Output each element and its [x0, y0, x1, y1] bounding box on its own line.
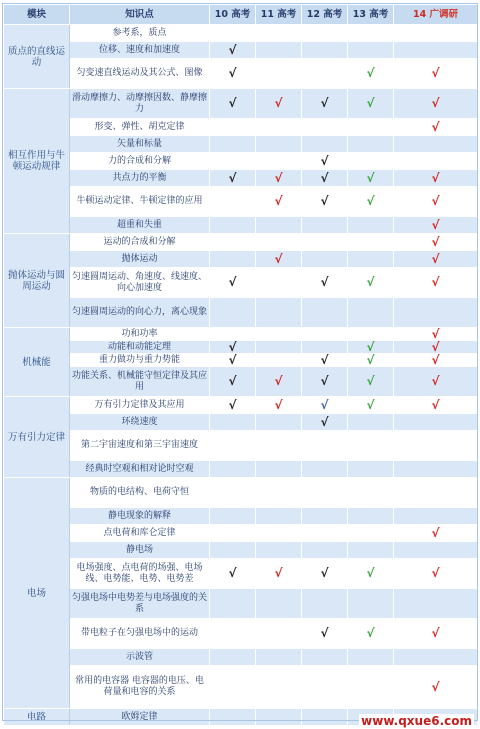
- empty-cell: [302, 328, 348, 341]
- knowledge-point-cell: 匀强电场中电势差与电场强度的关系: [70, 589, 210, 619]
- empty-cell: [348, 478, 394, 508]
- empty-cell: [256, 25, 302, 42]
- checkmark-cell: √: [256, 89, 302, 119]
- empty-cell: [210, 649, 256, 666]
- empty-cell: [394, 461, 478, 478]
- checkmark-cell: √: [210, 397, 256, 414]
- header-2010-exam: 10 高考: [210, 5, 256, 25]
- checkmark-cell: √: [302, 559, 348, 589]
- checkmark-cell: √: [302, 414, 348, 431]
- checkmark-cell: √: [210, 170, 256, 187]
- knowledge-point-cell: 欧姆定律: [70, 709, 210, 726]
- knowledge-point-cell: 示波管: [70, 649, 210, 666]
- table-row: [4, 153, 478, 170]
- header-2011-exam: 11 高考: [256, 5, 302, 25]
- table-row: [4, 119, 478, 136]
- knowledge-point-cell: 匀变速直线运动及其公式、图像: [70, 59, 210, 89]
- knowledge-point-cell: 抛体运动: [70, 251, 210, 268]
- empty-cell: [302, 431, 348, 461]
- empty-cell: [210, 298, 256, 328]
- empty-cell: [302, 666, 348, 709]
- empty-cell: [302, 59, 348, 89]
- empty-cell: [256, 542, 302, 559]
- empty-cell: [302, 649, 348, 666]
- empty-cell: [302, 341, 348, 354]
- knowledge-point-cell: 牛顿运动定律、牛顿定律的应用: [70, 187, 210, 217]
- checkmark-cell: √: [210, 59, 256, 89]
- checkmark-cell: √: [348, 619, 394, 649]
- empty-cell: [394, 649, 478, 666]
- checkmark-cell: √: [394, 525, 478, 542]
- knowledge-point-cell: 重力做功与重力势能: [70, 354, 210, 367]
- empty-cell: [210, 542, 256, 559]
- checkmark-cell: √: [394, 367, 478, 397]
- checkmark-cell: √: [256, 397, 302, 414]
- empty-cell: [210, 666, 256, 709]
- empty-cell: [210, 234, 256, 251]
- checkmark-cell: √: [302, 153, 348, 170]
- empty-cell: [256, 298, 302, 328]
- module-cell: 质点的直线运动: [4, 25, 70, 89]
- empty-cell: [348, 525, 394, 542]
- empty-cell: [210, 589, 256, 619]
- empty-cell: [394, 42, 478, 59]
- checkmark-cell: √: [394, 119, 478, 136]
- checkmark-cell: √: [348, 170, 394, 187]
- empty-cell: [302, 42, 348, 59]
- knowledge-point-cell: 经典时空观和相对论时空观: [70, 461, 210, 478]
- empty-cell: [394, 298, 478, 328]
- table-row: [4, 649, 478, 666]
- empty-cell: [256, 59, 302, 89]
- empty-cell: [210, 709, 256, 726]
- table-row: [4, 341, 478, 354]
- checkmark-cell: √: [302, 187, 348, 217]
- knowledge-point-cell: 共点力的平衡: [70, 170, 210, 187]
- checkmark-cell: √: [302, 619, 348, 649]
- checkmark-cell: √: [394, 559, 478, 589]
- checkmark-cell: √: [256, 367, 302, 397]
- empty-cell: [210, 119, 256, 136]
- module-cell: 电场: [4, 478, 70, 709]
- empty-cell: [302, 478, 348, 508]
- knowledge-point-cell: 功和功率: [70, 328, 210, 341]
- empty-cell: [256, 119, 302, 136]
- empty-cell: [394, 508, 478, 525]
- empty-cell: [348, 119, 394, 136]
- empty-cell: [348, 217, 394, 234]
- checkmark-cell: √: [394, 217, 478, 234]
- empty-cell: [256, 268, 302, 298]
- empty-cell: [256, 414, 302, 431]
- header-module: 模块: [4, 5, 70, 25]
- knowledge-point-cell: 匀速圆周运动、角速度、线速度、向心加速度: [70, 268, 210, 298]
- empty-cell: [256, 136, 302, 153]
- table-row: [4, 268, 478, 298]
- checkmark-cell: √: [394, 268, 478, 298]
- empty-cell: [256, 619, 302, 649]
- header-2014-survey: 14 广调研: [394, 5, 478, 25]
- checkmark-cell: √: [302, 354, 348, 367]
- empty-cell: [256, 42, 302, 59]
- empty-cell: [256, 234, 302, 251]
- knowledge-point-cell: 匀速圆周运动的向心力，离心现象: [70, 298, 210, 328]
- empty-cell: [210, 187, 256, 217]
- checkmark-cell: √: [302, 170, 348, 187]
- empty-cell: [256, 354, 302, 367]
- empty-cell: [210, 508, 256, 525]
- checkmark-cell: √: [302, 268, 348, 298]
- empty-cell: [348, 589, 394, 619]
- empty-cell: [256, 525, 302, 542]
- header-knowledge-point: 知识点: [70, 5, 210, 25]
- empty-cell: [348, 649, 394, 666]
- module-cell: 电路: [4, 709, 70, 726]
- header-2012-exam: 12 高考: [302, 5, 348, 25]
- empty-cell: [256, 478, 302, 508]
- knowledge-point-cell: 矢量和标量: [70, 136, 210, 153]
- checkmark-cell: √: [302, 367, 348, 397]
- table-row: [4, 170, 478, 187]
- module-cell: 相互作用与牛顿运动规律: [4, 89, 70, 234]
- checkmark-cell: √: [210, 42, 256, 59]
- table-row: [4, 542, 478, 559]
- empty-cell: [348, 251, 394, 268]
- empty-cell: [348, 328, 394, 341]
- knowledge-point-cell: 静电现象的解释: [70, 508, 210, 525]
- checkmark-cell: √: [348, 397, 394, 414]
- empty-cell: [302, 589, 348, 619]
- table-row: [4, 25, 478, 42]
- knowledge-point-cell: 点电荷和库仑定律: [70, 525, 210, 542]
- checkmark-cell: √: [256, 251, 302, 268]
- checkmark-cell: √: [394, 89, 478, 119]
- checkmark-cell: √: [394, 187, 478, 217]
- empty-cell: [348, 508, 394, 525]
- empty-cell: [210, 619, 256, 649]
- empty-cell: [348, 461, 394, 478]
- table-row: [4, 559, 478, 589]
- empty-cell: [302, 136, 348, 153]
- empty-cell: [210, 136, 256, 153]
- checkmark-cell: √: [210, 354, 256, 367]
- table-row: [4, 397, 478, 414]
- table-row: [4, 589, 478, 619]
- empty-cell: [256, 431, 302, 461]
- empty-cell: [256, 666, 302, 709]
- empty-cell: [256, 153, 302, 170]
- module-cell: 抛体运动与圆周运动: [4, 234, 70, 328]
- checkmark-cell: √: [210, 559, 256, 589]
- table-row: [4, 59, 478, 89]
- empty-cell: [394, 478, 478, 508]
- table-row: [4, 525, 478, 542]
- knowledge-point-cell: 运动的合成和分解: [70, 234, 210, 251]
- checkmark-cell: √: [348, 341, 394, 354]
- site-watermark: www.qxue6.com: [361, 714, 472, 728]
- knowledge-point-cell: 动能和动能定理: [70, 341, 210, 354]
- checkmark-cell: √: [348, 187, 394, 217]
- knowledge-point-cell: 功能关系、机械能守恒定律及其应用: [70, 367, 210, 397]
- module-cell: 机械能: [4, 328, 70, 397]
- empty-cell: [210, 251, 256, 268]
- knowledge-point-cell: 滑动摩擦力、动摩擦因数、静摩擦力: [70, 89, 210, 119]
- empty-cell: [348, 153, 394, 170]
- checkmark-cell: √: [210, 89, 256, 119]
- empty-cell: [348, 234, 394, 251]
- empty-cell: [210, 461, 256, 478]
- empty-cell: [348, 542, 394, 559]
- empty-cell: [348, 298, 394, 328]
- empty-cell: [302, 508, 348, 525]
- table-row: [4, 666, 478, 709]
- empty-cell: [394, 414, 478, 431]
- empty-cell: [394, 431, 478, 461]
- table-row: [4, 461, 478, 478]
- table-row: [4, 42, 478, 59]
- table-row: [4, 234, 478, 251]
- header-2013-exam: 13 高考: [348, 5, 394, 25]
- knowledge-point-cell: 第二宇宙速度和第三宇宙速度: [70, 431, 210, 461]
- empty-cell: [302, 461, 348, 478]
- empty-cell: [210, 217, 256, 234]
- empty-cell: [348, 666, 394, 709]
- knowledge-point-cell: 超重和失重: [70, 217, 210, 234]
- knowledge-point-table: [3, 4, 478, 726]
- empty-cell: [256, 217, 302, 234]
- knowledge-point-cell: 静电场: [70, 542, 210, 559]
- empty-cell: [302, 251, 348, 268]
- empty-cell: [348, 25, 394, 42]
- checkmark-cell: √: [210, 341, 256, 354]
- empty-cell: [256, 328, 302, 341]
- checkmark-cell: √: [394, 251, 478, 268]
- empty-cell: [210, 414, 256, 431]
- empty-cell: [256, 709, 302, 726]
- table-row: [4, 478, 478, 508]
- table-row: [4, 187, 478, 217]
- empty-cell: [302, 525, 348, 542]
- table-row: [4, 136, 478, 153]
- checkmark-cell: √: [348, 354, 394, 367]
- table-row: [4, 508, 478, 525]
- knowledge-point-cell: 形变、弹性、胡克定律: [70, 119, 210, 136]
- knowledge-point-cell: 环绕速度: [70, 414, 210, 431]
- empty-cell: [348, 431, 394, 461]
- checkmark-cell: √: [394, 59, 478, 89]
- empty-cell: [210, 153, 256, 170]
- empty-cell: [394, 589, 478, 619]
- empty-cell: [302, 709, 348, 726]
- knowledge-point-cell: 常用的电容器 电容器的电压、电荷量和电容的关系: [70, 666, 210, 709]
- empty-cell: [210, 328, 256, 341]
- checkmark-cell: √: [256, 559, 302, 589]
- checkmark-cell: √: [302, 397, 348, 414]
- header-row: [4, 5, 478, 25]
- knowledge-point-cell: 力的合成和分解: [70, 153, 210, 170]
- checkmark-cell: √: [210, 268, 256, 298]
- checkmark-cell: √: [394, 666, 478, 709]
- empty-cell: [394, 136, 478, 153]
- table-row: [4, 354, 478, 367]
- table-row: [4, 217, 478, 234]
- empty-cell: [302, 119, 348, 136]
- empty-cell: [210, 431, 256, 461]
- knowledge-point-cell: 物质的电结构、电荷守恒: [70, 478, 210, 508]
- checkmark-cell: √: [394, 234, 478, 251]
- empty-cell: [256, 649, 302, 666]
- checkmark-cell: √: [302, 89, 348, 119]
- checkmark-cell: √: [394, 328, 478, 341]
- table-row: [4, 251, 478, 268]
- table-row: [4, 367, 478, 397]
- knowledge-point-cell: 位移、速度和加速度: [70, 42, 210, 59]
- checkmark-cell: √: [394, 170, 478, 187]
- table-row: [4, 414, 478, 431]
- table-row: [4, 328, 478, 341]
- checkmark-cell: √: [210, 367, 256, 397]
- empty-cell: [302, 25, 348, 42]
- checkmark-cell: √: [394, 341, 478, 354]
- empty-cell: [394, 153, 478, 170]
- empty-cell: [256, 508, 302, 525]
- empty-cell: [210, 525, 256, 542]
- checkmark-cell: √: [348, 268, 394, 298]
- table-row: [4, 298, 478, 328]
- empty-cell: [302, 217, 348, 234]
- module-cell: 万有引力定律: [4, 397, 70, 478]
- empty-cell: [210, 25, 256, 42]
- empty-cell: [394, 542, 478, 559]
- knowledge-point-cell: 电场强度、点电荷的场强、电场线、电势能、电势、电势差: [70, 559, 210, 589]
- table-row: [4, 619, 478, 649]
- empty-cell: [348, 42, 394, 59]
- empty-cell: [256, 341, 302, 354]
- checkmark-cell: √: [256, 187, 302, 217]
- table-row: [4, 431, 478, 461]
- empty-cell: [256, 589, 302, 619]
- empty-cell: [256, 461, 302, 478]
- table-body: [4, 25, 478, 726]
- checkmark-cell: √: [394, 354, 478, 367]
- checkmark-cell: √: [348, 367, 394, 397]
- empty-cell: [348, 136, 394, 153]
- empty-cell: [348, 414, 394, 431]
- knowledge-point-cell: 参考系，质点: [70, 25, 210, 42]
- empty-cell: [394, 25, 478, 42]
- knowledge-point-cell: 万有引力定律及其应用: [70, 397, 210, 414]
- knowledge-point-cell: 带电粒子在匀强电场中的运动: [70, 619, 210, 649]
- empty-cell: [210, 478, 256, 508]
- checkmark-cell: √: [256, 170, 302, 187]
- checkmark-cell: √: [348, 59, 394, 89]
- checkmark-cell: √: [394, 619, 478, 649]
- empty-cell: [302, 298, 348, 328]
- checkmark-cell: √: [348, 559, 394, 589]
- empty-cell: [302, 234, 348, 251]
- checkmark-cell: √: [394, 397, 478, 414]
- checkmark-cell: √: [348, 89, 394, 119]
- empty-cell: [302, 542, 348, 559]
- table-row: [4, 89, 478, 119]
